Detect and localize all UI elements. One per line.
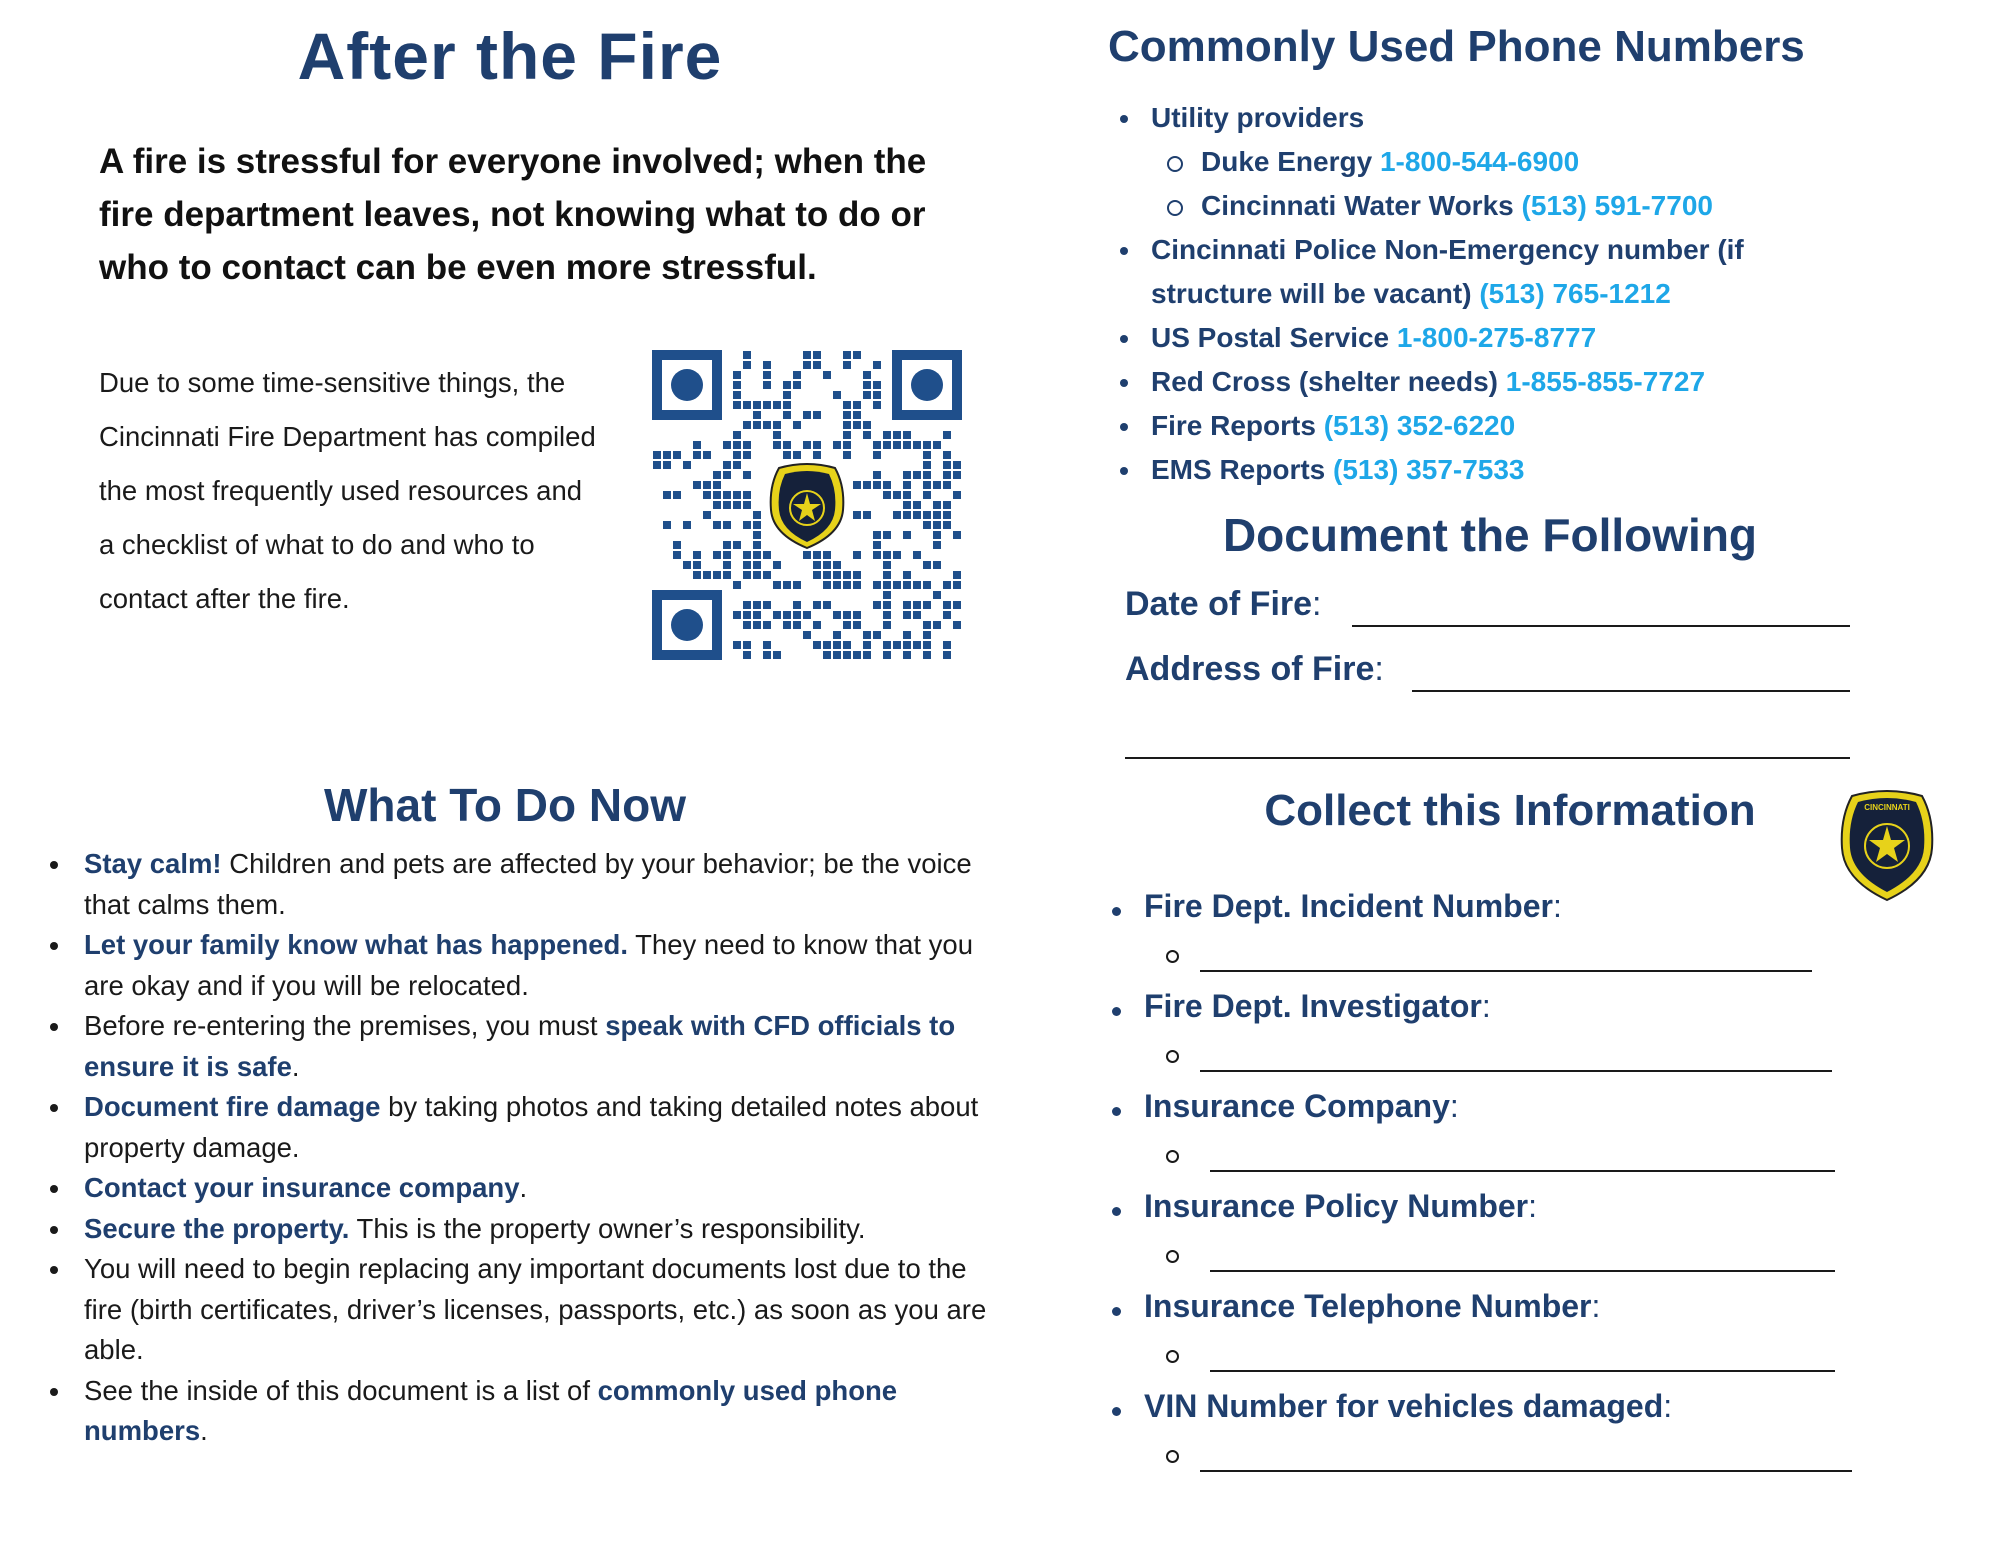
phone-number[interactable]: 1-800-544-6900 bbox=[1379, 146, 1580, 177]
fire-department-badge-icon bbox=[1838, 788, 1936, 904]
field-bullet bbox=[1112, 1407, 1121, 1416]
collect-field-line[interactable] bbox=[1210, 1370, 1835, 1372]
address-of-fire-line-2[interactable] bbox=[1125, 757, 1850, 759]
badge-text: CINCINNATI bbox=[1864, 803, 1910, 812]
phone-number[interactable]: (513) 765-1212 bbox=[1479, 278, 1671, 309]
phone-list bbox=[1115, 96, 1875, 492]
collect-field-line[interactable] bbox=[1200, 970, 1812, 972]
sub-bullet-icon bbox=[1166, 1250, 1179, 1263]
collect-field-line[interactable] bbox=[1210, 1270, 1835, 1272]
sub-bullet-icon bbox=[1166, 1350, 1179, 1363]
field-bullet bbox=[1112, 1307, 1121, 1316]
date-of-fire-field: Date of Fire: bbox=[1125, 585, 1322, 623]
phone-number[interactable]: 1-800-275-8777 bbox=[1396, 322, 1597, 353]
phone-number[interactable]: 1-855-855-7727 bbox=[1505, 366, 1706, 397]
field-bullet bbox=[1112, 1207, 1121, 1216]
collect-field-label: Fire Dept. Incident Number: bbox=[1144, 888, 1562, 924]
phone-item: EMS Reports (513) 357-7533 bbox=[1115, 448, 1875, 492]
todo-item: Document fire damage by taking photos and taking detailed notes about property damage. bbox=[44, 1087, 1004, 1168]
intro-lead: A fire is stressful for everyone involved; when the fire department leaves, not knowing what to do or who to contact can be even more stressful. bbox=[99, 142, 927, 287]
intro-body: Due to some time-sensitive things, the Cincinnati Fire Department has compiled the most frequently used resources and a checklist of what to do and who to contact after the fire. bbox=[99, 367, 596, 614]
address-of-fire-line[interactable] bbox=[1412, 690, 1850, 692]
todo-item: You will need to begin replacing any important documents lost due to the fire (birth certificates, driver’s licenses, passports, etc.) as soon as you are able. bbox=[44, 1249, 1004, 1371]
phone-item: Cincinnati Police Non-Emergency number (if structure will be vacant) (513) 765-1212 bbox=[1115, 228, 1845, 316]
collect-heading: Collect this Information bbox=[1264, 786, 1756, 835]
phone-item: Fire Reports (513) 352-6220 bbox=[1115, 404, 1875, 448]
field-bullet bbox=[1112, 907, 1121, 916]
phone-number[interactable]: (513) 352-6220 bbox=[1323, 410, 1516, 441]
sub-bullet-icon bbox=[1166, 1050, 1179, 1063]
collect-field-label: Insurance Company: bbox=[1144, 1088, 1459, 1124]
todo-item: Contact your insurance company. bbox=[44, 1168, 1004, 1209]
field-bullet bbox=[1112, 1107, 1121, 1116]
collect-field-label: Insurance Telephone Number: bbox=[1144, 1288, 1601, 1324]
collect-field-label: VIN Number for vehicles damaged: bbox=[1144, 1388, 1673, 1424]
todo-heading: What To Do Now bbox=[324, 779, 686, 831]
collect-field-label: Insurance Policy Number: bbox=[1144, 1188, 1538, 1224]
sub-bullet-icon bbox=[1166, 1150, 1179, 1163]
collect-field-label: Fire Dept. Investigator: bbox=[1144, 988, 1491, 1024]
collect-field-line[interactable] bbox=[1210, 1170, 1835, 1172]
phone-subitem: Cincinnati Water Works (513) 591-7700 bbox=[1151, 184, 1875, 228]
phone-number[interactable]: (513) 591-7700 bbox=[1521, 190, 1713, 221]
phones-heading: Commonly Used Phone Numbers bbox=[1108, 22, 1805, 71]
sub-bullet-icon bbox=[1166, 950, 1179, 963]
field-bullet bbox=[1112, 1007, 1121, 1016]
todo-item: Let your family know what has happened. They need to know that you are okay and if you will be relocated. bbox=[44, 925, 1004, 1006]
page-title: After the Fire bbox=[297, 19, 723, 93]
phone-number[interactable]: (513) 357-7533 bbox=[1333, 454, 1525, 485]
address-of-fire-field: Address of Fire: bbox=[1125, 650, 1384, 688]
todo-list bbox=[44, 844, 1004, 1452]
phone-subitem: Duke Energy 1-800-544-6900 bbox=[1151, 140, 1875, 184]
collect-field-line[interactable] bbox=[1200, 1470, 1852, 1472]
collect-field-line[interactable] bbox=[1200, 1070, 1832, 1072]
todo-item: Secure the property. This is the property owner’s responsibility. bbox=[44, 1209, 1004, 1250]
phone-item-utilities: Utility providers Duke Energy 1-800-544-6900 Cincinnati Water Works (513) 591-7700 bbox=[1115, 96, 1875, 228]
qr-code-icon[interactable] bbox=[652, 350, 962, 660]
sub-bullet-icon bbox=[1166, 1450, 1179, 1463]
todo-item: See the inside of this document is a list of commonly used phone numbers. bbox=[44, 1371, 1004, 1452]
document-heading: Document the Following bbox=[1222, 509, 1758, 561]
date-of-fire-line[interactable] bbox=[1352, 625, 1850, 627]
phone-item: US Postal Service 1-800-275-8777 bbox=[1115, 316, 1875, 360]
todo-item: Stay calm! Children and pets are affected by your behavior; be the voice that calms them. bbox=[44, 844, 1004, 925]
fire-department-badge-icon bbox=[767, 460, 847, 548]
todo-item: Before re-entering the premises, you must speak with CFD officials to ensure it is safe. bbox=[44, 1006, 1004, 1087]
phone-item: Red Cross (shelter needs) 1-855-855-7727 bbox=[1115, 360, 1875, 404]
